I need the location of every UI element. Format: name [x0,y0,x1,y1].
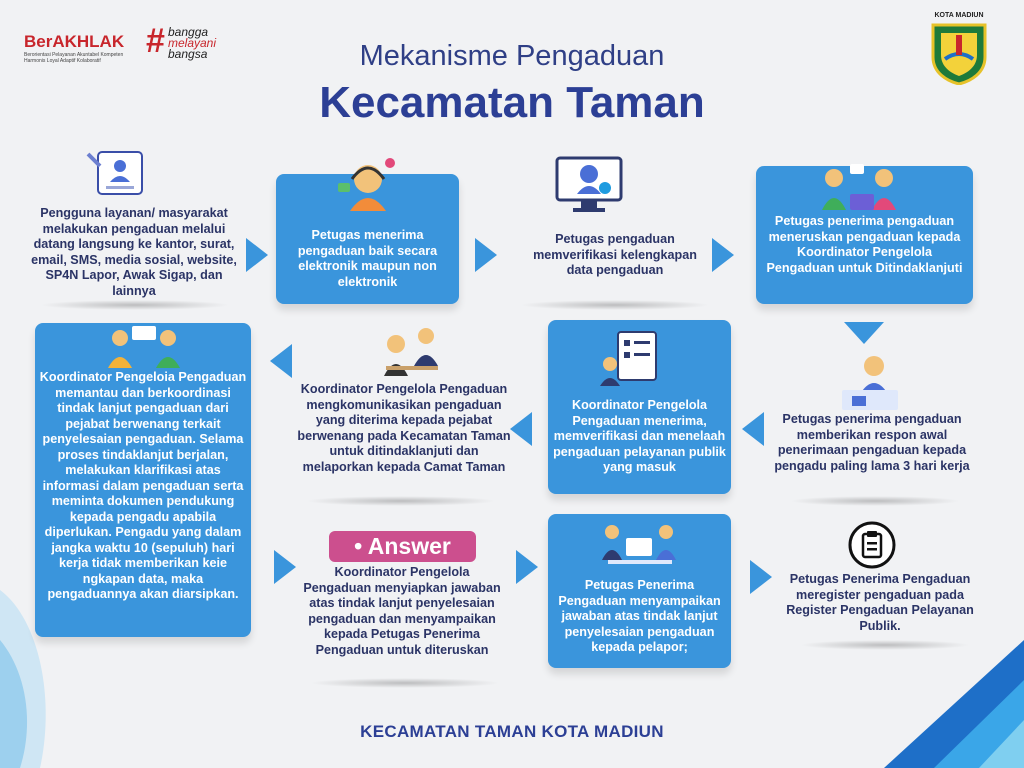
handover-meeting-icon [598,518,682,570]
shadow-decoration [40,300,230,310]
answer-badge: • Answer [329,531,476,562]
melayani-text: melayani [168,36,217,50]
arrow-left-icon [742,412,764,446]
arrow-left-icon [270,344,292,378]
checklist-document-icon [598,330,660,388]
step-6-text: Koordinator Pengelola Pengaduan menerima, memverifikasi dan menelaah pengaduan pelayanan publik yang masuk [553,398,726,474]
discussion-people-icon [820,160,902,216]
step-3-text: Petugas pengaduan memverifikasi kelengkapan data pengaduan [533,232,697,277]
step-7-text: Koordinator Pengelola Pengaduan mengkomunikasikan pengaduan yang diterima kepada pejabat berwenang pada Kecamatan Taman untuk ditindaklanjuti dan melaporkan kepada Camat Taman [297,382,511,474]
step-4-text: Petugas penerima pengaduan meneruskan pengaduan kepada Koordinator Pengelola Pengaduan untuk Ditindaklanjuti [766,214,963,275]
arrow-right-icon [516,550,538,584]
step-9-text: Koordinator Pengelola Pengaduan menyiapkan jawaban atas tindak lanjut penyelesaian pengaduan dan menyampaikan kepada Petugas Penerima Pengaduan untuk diteruskan [303,565,501,657]
step-11-text: Petugas Penerima Pengaduan meregister pengaduan pada Register Pengaduan Pelayanan Publik. [786,572,974,633]
verified-user-monitor-icon [551,154,627,216]
page-title-line1: Mekanisme Pengaduan [359,40,665,72]
arrow-right-icon [750,560,772,594]
coordination-people-icon [104,322,186,370]
step-1-text: Pengguna layanan/ masyarakat melakukan pengaduan melalui datang langsung ke kantor, surat, email, SMS, media sosial, website, SP4N Lapor, Awak Sigap, dan lainnya [31,206,237,298]
step-10-text: Petugas Penerima Pengaduan menyampaikan jawaban atas tindak lanjut penyelesaian pengaduan kepada pelapor; [558,578,721,654]
shadow-decoration [310,678,500,688]
arrow-down-icon [844,322,884,344]
arrow-right-icon [712,238,734,272]
arrow-left-icon [510,412,532,446]
hashtag-icon: # [146,22,165,60]
clipboard-register-icon [848,521,896,569]
customer-service-icon [336,155,400,213]
emblem-label: KOTA MADIUN [934,12,984,19]
bangga-text: bangga [168,25,209,39]
footer-text: KECAMATAN TAMAN KOTA MADIUN [360,722,664,741]
arrow-right-icon [274,550,296,584]
id-card-form-icon [86,148,148,200]
bangsa-text: bangsa [168,47,208,61]
berakhlak-logo: BerAKHLAK [24,32,125,51]
arrow-right-icon [475,238,497,272]
shadow-decoration [520,300,710,310]
shadow-decoration [800,640,970,650]
step-5-text: Petugas penerima pengaduan memberikan respon awal penerimaan pengaduan kepada pengadu paling lama 3 hari kerja [774,412,970,473]
shadow-decoration [306,496,496,506]
meeting-people-icon [380,322,444,378]
arrow-right-icon [246,238,268,272]
corner-decoration-right [884,640,1024,768]
receptionist-desk-icon [838,350,902,412]
berakhlak-subtitle: Berorientasi Pelayanan Akuntabel Kompeten Harmonis Loyal Adaptif Kolaboratif [24,52,124,64]
shadow-decoration [790,496,960,506]
step-2-text: Petugas menerima pengaduan baik secara elektronik maupun non elektronik [297,228,438,289]
page-title-line2: Kecamatan Taman [319,78,705,127]
step-8-text: Koordinator Pengeloia Pengaduan memantau dan berkoordinasi tindak lanjut pengaduan dari pejabat berwenang terkait penyelesaian pengaduan. Selama proses tindaklanjut berjalan, melakukan klarifikasi atas informasi dalam pengaduan serta meminta dokumen pendukung kepada pengadu apabila diperlukan. Pengadu yang dalam jangka waktu 10 (sepuluh) hari kerja tidak memberikan keie ngkapan data, maka pengaduannya akan diarsipkan. [39,370,247,601]
